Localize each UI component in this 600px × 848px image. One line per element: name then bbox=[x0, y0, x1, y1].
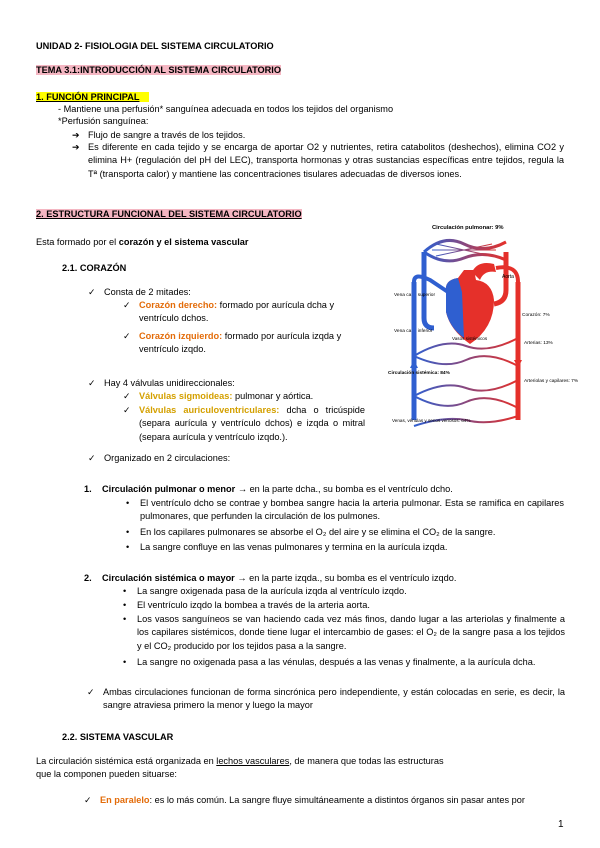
vascular-parallel bbox=[100, 794, 570, 807]
systemic-bullet-2: • El ventrículo izqdo la bombea a través de la arteria aorta. bbox=[137, 599, 565, 612]
pulmonary-capillary-bed bbox=[424, 240, 506, 260]
arrow-icon: → bbox=[237, 573, 247, 583]
section1-heading: 1. FUNCIÓN PRINCIPAL bbox=[36, 92, 149, 102]
tema-title: TEMA 3.1:INTRODUCCIÓN AL SISTEMA CIRCULATORIO bbox=[36, 65, 282, 75]
label-pulmonary-circulation: Circulación pulmonar: 9% bbox=[432, 225, 504, 231]
s2-intro-bold: corazón y el sistema vascular bbox=[118, 237, 249, 247]
heart-figure bbox=[446, 263, 496, 344]
pulmonary-artery bbox=[424, 252, 434, 328]
heart-left-label: Corazón izquierdo: bbox=[139, 331, 223, 341]
label-arteries: Arterias: 13% bbox=[524, 341, 553, 346]
valves-sigmoid-text: pulmonar y aórtica. bbox=[232, 391, 314, 401]
systemic-capillary-beds bbox=[414, 338, 518, 426]
s2-intro bbox=[36, 236, 248, 249]
pulmonary-bullet-1: • El ventrículo dcho se contrae y bombea sangre hacia la arteria pulmonar. Esta se ramifica en capilares pulmonares, que perfunden la circulación de los pulmones. bbox=[140, 497, 564, 524]
s1-arrow2: ➔ Es diferente en cada tejido y se encarga de aportar O2 y nutrientes, retira catabolitos (deshechos), elimina CO2 y elimina H+ (regulación del pH del LEC), transporta hormonas y otras sustancias específicas entre tejidos, regula la Tª (transporta calor) y mantiene las concentraciones tisulares adecuadas de diversos iones. bbox=[88, 141, 564, 181]
unit-title: UNIDAD 2- FISIOLOGIA DEL SISTEMA CIRCULATORIO bbox=[36, 41, 274, 51]
label-vena-cava-inf: Vena cava inferior bbox=[394, 329, 433, 334]
valves-sigmoid bbox=[139, 390, 369, 403]
vascular-intro-line2: que la componen pueden situarse: bbox=[36, 769, 177, 779]
vascular-beds-term: lechos vasculares bbox=[216, 756, 290, 766]
valves-sigmoid-label: Válvulas sigmoideas: bbox=[139, 391, 233, 401]
circulatory-diagram bbox=[384, 220, 579, 435]
heart-left bbox=[139, 330, 369, 357]
pulmonary-bullet-2: • En los capilares pulmonares se absorbe el O₂ del aire y se elimina el CO₂ de la sangre. bbox=[140, 526, 564, 539]
label-arterioles: Arteriolas y capilares: 7% bbox=[524, 379, 579, 384]
vascular-parallel-label: En paralelo bbox=[100, 795, 150, 805]
label-veins: Venas, vénulas y senos venosos: 64% bbox=[392, 418, 471, 423]
heart-right-label: Corazón derecho: bbox=[139, 300, 218, 310]
valves-av-text: dcha o tricúspide (separa aurícula y ventrículo dchos) e izqda o mitral (separa aurícula y ventrículo izqdo.). bbox=[139, 405, 365, 442]
s1-line2: *Perfusión sanguínea: bbox=[58, 116, 149, 126]
systemic-heading bbox=[84, 572, 572, 585]
page-number: 1 bbox=[558, 819, 564, 830]
systemic-bullet-3: • Los vasos sanguíneos se van haciendo cada vez más finos, dando lugar a las arteriolas y finalmente a los capilares sistémicos, donde tiene lugar el intercambio de gases: el O₂ de la sangre pasa a los tejidos y el CO₂ producido por los tejidos pasa a la sangre. bbox=[137, 613, 565, 653]
heart-item-circulations: ✓ Organizado en 2 circulaciones: bbox=[104, 452, 230, 465]
heading-2-2: 2.2. SISTEMA VASCULAR bbox=[62, 732, 174, 742]
vascular-parallel-text: : es lo más común. La sangre fluye simultáneamente a distintos órganos sin pasar antes por bbox=[149, 795, 525, 805]
label-aorta: Aorta bbox=[502, 274, 514, 280]
s1-arrow1: ➔ Flujo de sangre a través de los tejidos. bbox=[88, 129, 245, 142]
systemic-number: 2. bbox=[84, 573, 92, 583]
vascular-intro bbox=[36, 755, 566, 768]
label-systemic-circulation: Circulación sistémica: 84% bbox=[388, 371, 450, 376]
heart-right bbox=[139, 299, 369, 326]
label-systemic-vessels: Vasos sistémicos bbox=[452, 336, 488, 341]
label-heart-percent: Corazón: 7% bbox=[522, 313, 550, 318]
pulmonary-number: 1. bbox=[84, 484, 92, 494]
pulmonary-heading bbox=[84, 483, 572, 496]
section2-heading: 2. ESTRUCTURA FUNCIONAL DEL SISTEMA CIRCULATORIO bbox=[36, 209, 302, 219]
systemic-title: Circulación sistémica o mayor bbox=[102, 573, 235, 583]
systemic-bullet-1: • La sangre oxigenada pasa de la aurícula izqda al ventrículo izqdo. bbox=[137, 585, 565, 598]
circulations-serial: ✓ Ambas circulaciones funcionan de forma sincrónica pero independiente, y están colocadas en serie, es decir, la sangre atraviesa primero la menor y luego la mayor bbox=[103, 686, 565, 713]
vascular-intro-pre: La circulación sistémica está organizada en bbox=[36, 756, 217, 766]
valves-av-label: Válvulas auriculoventriculares: bbox=[139, 405, 280, 415]
heading-2-1: 2.1. CORAZÓN bbox=[62, 263, 127, 273]
valves-av bbox=[139, 404, 365, 444]
heart-item-halves: ✓ Consta de 2 mitades: bbox=[104, 286, 191, 299]
pulmonary-title: Circulación pulmonar o menor bbox=[102, 484, 236, 494]
systemic-bullet-4: • La sangre no oxigenada pasa a las vénulas, después a las venas y finalmente, a la aurícula dcha. bbox=[137, 656, 537, 669]
arrow-icon: → bbox=[237, 484, 247, 494]
s2-intro-pre: Esta formado por el bbox=[36, 237, 119, 247]
heart-right-text: formado por aurícula dcha y ventrículo dchos. bbox=[139, 300, 335, 324]
systemic-rest: en la parte izqda., su bomba es el ventrículo izqdo. bbox=[249, 573, 457, 583]
label-vena-cava-sup: Vena cava superior bbox=[394, 293, 436, 298]
s1-line1: - Mantiene una perfusión* sanguínea adecuada en todos los tejidos del organismo bbox=[58, 104, 394, 114]
pulmonary-rest: en la parte dcha., su bomba es el ventrículo dcho. bbox=[249, 484, 453, 494]
heart-item-valves: ✓ Hay 4 válvulas unidireccionales: bbox=[104, 377, 235, 390]
pulmonary-bullet-3: • La sangre confluye en las venas pulmonares y termina en la aurícula izqda. bbox=[140, 541, 564, 554]
heart-left-text: formado por aurícula izqda y ventrículo izqdo. bbox=[139, 331, 342, 355]
vascular-intro-post: , de manera que todas las estructuras bbox=[289, 756, 444, 766]
